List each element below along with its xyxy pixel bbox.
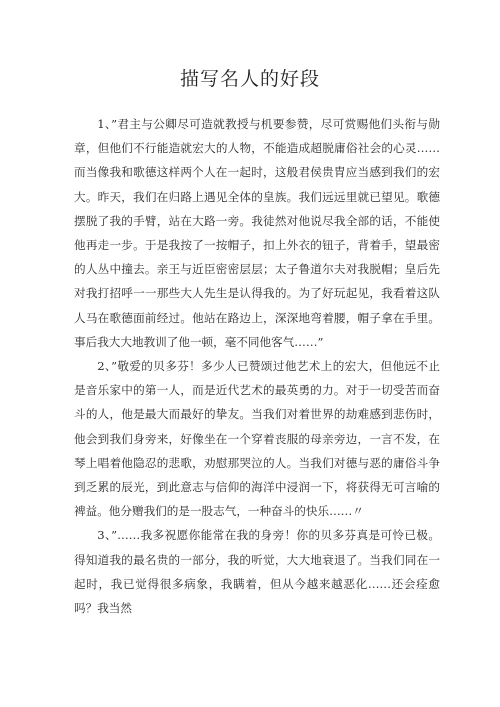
paragraph-3: 3、”……我多祝愿你能常在我的身旁！你的贝多芬真是可怜已极。得知道我的最名贵的一部分，我的听觉，大大地衰退了。当我们同在一起时，我已觉得很多病象，我瞒着，但从今越来越恶化……还会痊愈吗？我当然: [74, 528, 440, 616]
document-body: [74, 112, 440, 620]
document-title: 描写名人的好段: [179, 68, 320, 90]
paragraph-1: 1、”君主与公卿尽可造就教授与机要参赞，尽可赏赐他们头衔与勋章，但他们不行能造就宏大的人物，不能造成超脱庸俗社会的心灵……而当像我和歌德这样两个人在一起时，这般君侯贵胄应当感到我们的宏大。昨天，我们在归路上遇见全体的皇族。我们远远里就已望见。歌德摆脱了我的手臂，站在大路一旁。我徒然对他说尽我全部的话，不能使他再走一步。于是我按了一按帽子，扣上外衣的钮子，背着手，望最密的人丛中撞去。亲王与近臣密密层层；太子鲁道尔夫对我脱帽；皇后先对我打招呼一一那些大人先生是认得我的。为了好玩起见，我看着这队人马在歌德面前经过。他站在路边上，深深地弯着腰，帽子拿在手里。事后我大大地教训了他一顿，毫不同他客气……”: [74, 117, 440, 349]
paragraph-2: 2、”敬爱的贝多芬！多少人已赞颂过他艺术上的宏大，但他远不止是音乐家中的第一人，而是近代艺术的最英勇的力。对于一切受苦而奋斗的人，他是最大而最好的挚友。当我们对着世界的劫难感到悲伤时，他会到我们身旁来，好像坐在一个穿着丧服的母亲旁边，一言不发，在琴上唱着他隐忍的悲歌，劝慰那哭泣的人。当我们对德与恶的庸俗斗争到乏累的辰光，到此意志与信仰的海洋中浸润一下，将获得无可言喻的裨益。他分赠我们的是一股志气，一种奋斗的快乐……〃: [74, 359, 440, 519]
